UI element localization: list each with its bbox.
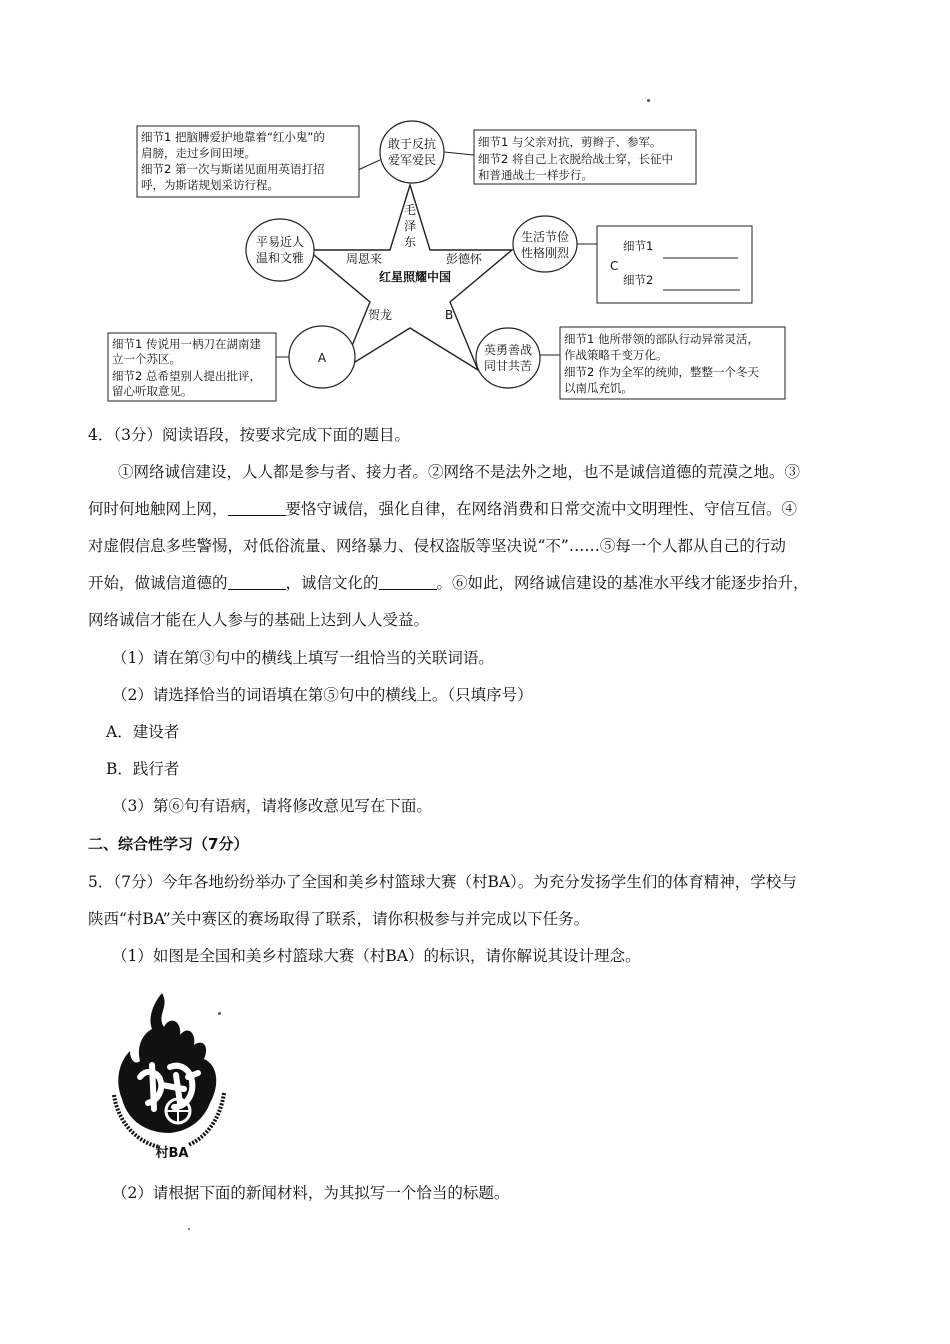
q4-sub3: （3）第⑥句有语病，请将修改意见写在下面。 xyxy=(112,797,432,815)
circle-right xyxy=(513,216,577,272)
box-top-left-line2: 肩膀，走过乡间田埂。 xyxy=(141,146,256,160)
red-star-diagram xyxy=(0,0,950,410)
q5-sub2: （2）请根据下面的新闻材料，为其拟写一个恰当的标题。 xyxy=(112,1184,510,1202)
q4-para-line4-a: 开始，做诚信道德的 xyxy=(88,574,228,592)
box-top-left-line4: 呼，为斯诺规划采访行程。 xyxy=(141,178,279,192)
box-right-letter: C xyxy=(610,259,619,273)
star-label-left: 周恩来 xyxy=(346,252,383,266)
circle-bottom-right-line1: 英勇善战 xyxy=(483,343,533,357)
box-right-c xyxy=(597,226,752,303)
star-label-bottom-right: B xyxy=(445,308,454,322)
box-right-item1: 细节1 xyxy=(623,239,654,253)
q4-para-line4-b: ，诚信文化的 xyxy=(285,574,379,592)
q4-para-line2-b: 要恪守诚信，强化自律，在网络消费和日常交流中文明理性、守信互信。④ xyxy=(285,500,798,518)
box-top-left-line1: 细节1 把脑膊爱护地靠着“红小鬼”的 xyxy=(141,130,325,144)
star-label-top-3: 东 xyxy=(403,235,417,249)
circle-top-line2: 爱军爱民 xyxy=(387,153,437,167)
star-center-title: 红星照耀中国 xyxy=(378,270,452,284)
q4-para-line2 xyxy=(88,499,797,519)
q5-line1: 5．（7分）今年各地纷纷举办了全国和美乡村篮球大赛（村BA）。为充分发扬学生们的体育精神，学校与 xyxy=(88,873,797,891)
blank-5b[interactable] xyxy=(379,575,437,590)
box-bottom-right-line1: 细节1 他所带领的部队行动异常灵活， xyxy=(564,332,759,346)
circle-left-line2: 温和文雅 xyxy=(255,251,305,265)
q4-para-line2-a: 何时何地触网上网， xyxy=(88,500,228,518)
box-top-left-line3: 细节2 第一次与斯诺见面用英语打招 xyxy=(141,162,325,176)
star-label-right: 彭德怀 xyxy=(446,252,483,266)
box-bottom-right-line4: 以南瓜充饥。 xyxy=(564,381,633,395)
box-top-right-line2: 细节2 将自己上衣脱给战士穿，长征中 xyxy=(478,152,673,166)
q4-sub2: （2）请选择恰当的词语填在第⑤句中的横线上。（只填序号） xyxy=(112,686,533,704)
circle-right-line2: 性格刚烈 xyxy=(520,246,570,260)
section-2-heading: 二、综合性学习（7分） xyxy=(88,835,249,853)
box-bottom-left-line4: 留心听取意见。 xyxy=(112,384,193,398)
q5-line2: 陕西“村BA”关中赛区的赛场取得了联系，请你积极参与并完成以下任务。 xyxy=(88,910,590,928)
circle-top-line1: 敢于反抗 xyxy=(387,137,437,151)
star-label-bottom-left: 贺龙 xyxy=(368,308,393,322)
q4-option-b: B．践行者 xyxy=(106,760,180,778)
circle-top xyxy=(380,121,444,183)
q4-para-line1: ①网络诚信建设，人人都是参与者、接力者。②网络不是法外之地，也不是诚信道德的荒漠之地。③ xyxy=(118,463,801,481)
circle-a-label: A xyxy=(317,351,327,365)
star-label-top-1: 毛 xyxy=(403,203,417,217)
circle-right-line1: 生活节俭 xyxy=(520,230,570,244)
q4-option-a: A．建设者 xyxy=(106,723,180,741)
logo-text: 村BA xyxy=(155,1146,189,1160)
box-bottom-left-line2: 立一个苏区。 xyxy=(112,352,181,366)
cun-ba-logo xyxy=(100,985,240,1160)
q4-sub1: （1）请在第③句中的横线上填写一组恰当的关联词语。 xyxy=(112,649,494,667)
q4-para-line4-c: 。⑥如此，网络诚信建设的基准水平线才能逐步抬升， xyxy=(436,574,809,592)
box-bottom-left-line3: 细节2 总希望别人提出批评， xyxy=(112,369,261,383)
box-top-right-line1: 细节1 与父亲对抗，剪辫子、参军。 xyxy=(478,135,662,149)
circle-bottom-right-line2: 同甘共苦 xyxy=(483,359,533,373)
circle-left-line1: 平易近人 xyxy=(255,235,305,249)
q4-para-line3: 对虚假信息多些警惕，对低俗流量、网络暴力、侵权盗版等坚决说“不”……⑤每一个人都从自己的行动 xyxy=(88,537,786,555)
box-bottom-right-line3: 细节2 作为全军的统帅，整整一个冬天 xyxy=(564,365,759,379)
q5-sub1: （1）如图是全国和美乡村篮球大赛（村BA）的标识，请你解说其设计理念。 xyxy=(112,947,641,965)
blank-3[interactable] xyxy=(228,501,286,516)
box-bottom-left-line1: 细节1 传说用一柄刀在湖南建 xyxy=(112,337,261,351)
box-top-right-line3: 和普通战士一样步行。 xyxy=(478,168,593,182)
star-label-top-2: 泽 xyxy=(403,219,417,233)
circle-bottom-right xyxy=(476,328,540,388)
blank-5a[interactable] xyxy=(228,575,286,590)
q4-para-line4 xyxy=(88,573,809,593)
q4-para-line5: 网络诚信才能在人人参与的基础上达到人人受益。 xyxy=(88,611,430,629)
box-right-item2: 细节2 xyxy=(623,273,654,287)
circle-left xyxy=(246,219,314,281)
q4-title: 4．（3分）阅读语段，按要求完成下面的题目。 xyxy=(88,426,410,444)
box-bottom-right-line2: 作战策略千变万化。 xyxy=(564,348,668,362)
